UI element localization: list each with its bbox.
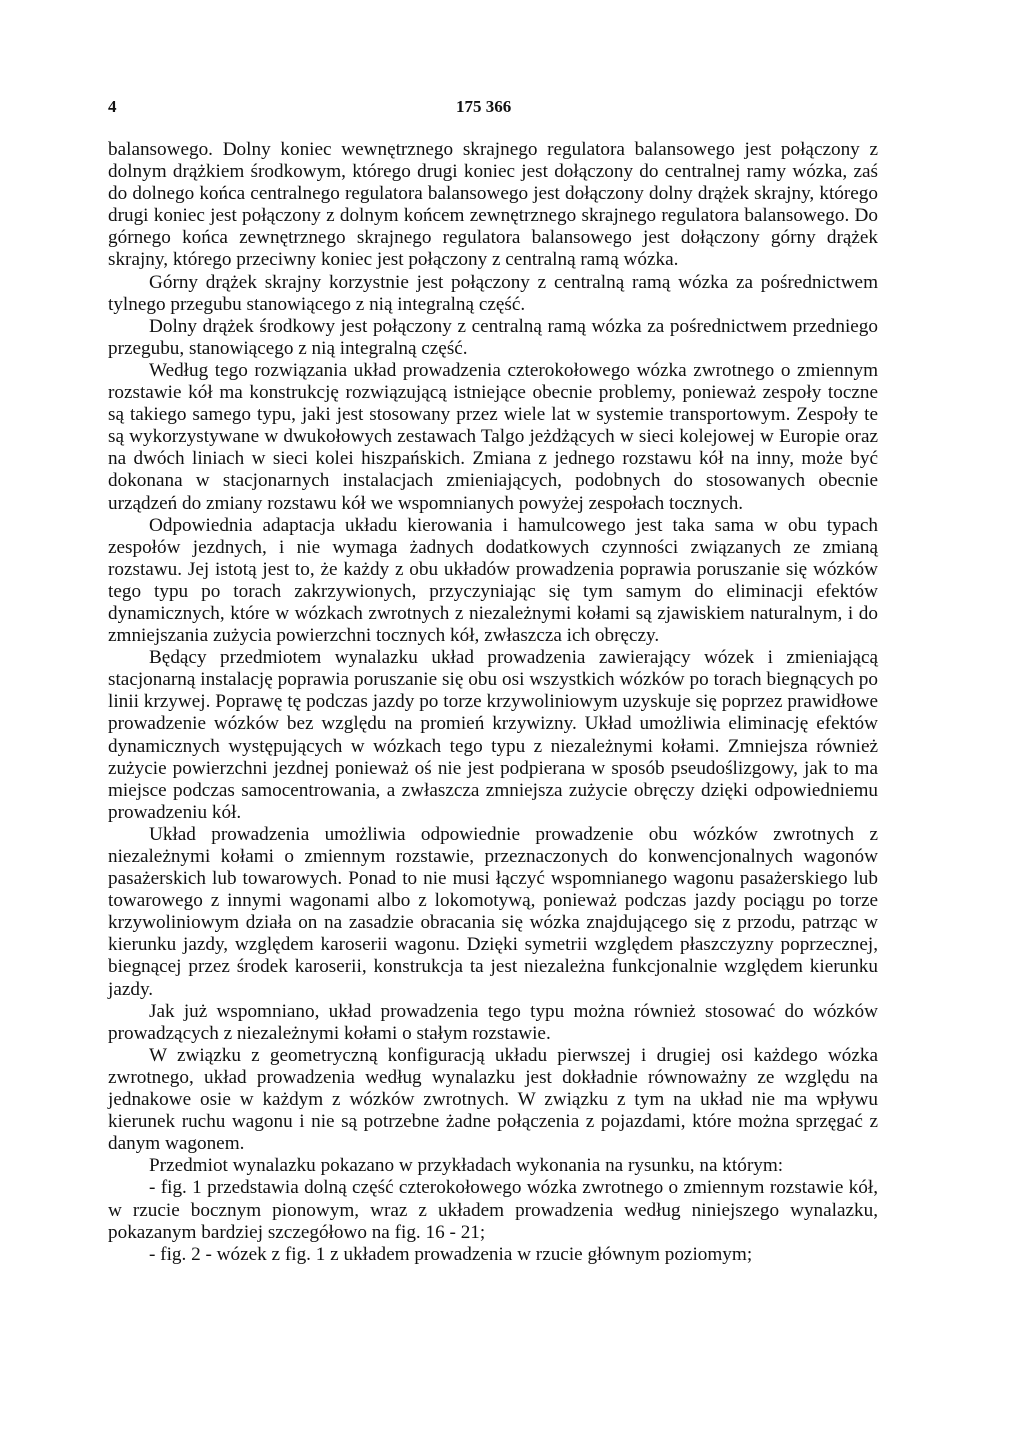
paragraph: Przedmiot wynalazku pokazano w przykładach wykonania na rysunku, na którym: (149, 1155, 784, 1177)
body-text (108, 139, 878, 1266)
paragraph: W związku z geometryczną konfiguracją układu pierwszej i drugiej osi każdego wózka zwrotnego, układ prowadzenia według wynalazku jest dokładnie równoważny ze względu na jednakowe osie w każdym z wózków zwrotnych. W związku z tym na układ nie ma wpływu kierunek ruchu wagonu i nie są potrzebne żadne połączenia z pojazdami, które można sprzęgać z danym wagonem. (108, 1044, 878, 1155)
page-number: 4 (108, 97, 117, 116)
paragraph: Odpowiednia adaptacja układu kierowania i hamulcowego jest taka sama w obu typach zespołów jezdnych, i nie wymaga żadnych dodatkowych czynności związanych ze zmianą rozstawu. Jej istotą jest to, że każdy z obu układów prowadzenia poprawia poruszanie się wózków tego typu po torach zakrzywionych, przyczyniając się tym samym do eliminacji efektów dynamicznych, które w wózkach zwrotnych z niezależnymi kołami są zjawiskiem naturalnym, i do zmniejszania zużycia powierzchni tocznych kół, zwłaszcza ich obręczy. (108, 514, 878, 647)
paragraph: Jak już wspomniano, układ prowadzenia tego typu można również stosować do wózków prowadzących z niezależnymi kołami o stałym rozstawie. (108, 1000, 878, 1044)
paragraph: Będący przedmiotem wynalazku układ prowadzenia zawierający wózek i zmieniającą stacjonarną instalację poprawia poruszanie się obu osi wszystkich wózków po torach biegnących po linii krzywej. Poprawę tę podczas jazdy po torze krzywoliniowym uzyskuje się poprzez prawidłowe prowadzenie wózków bez względu na promień krzywizny. Układ umożliwia eliminację efektów dynamicznych występujących w wózkach tego typu z niezależnymi kołami. Zmniejsza również zużycie powierzchni jezdnej ponieważ oś nie jest podpierana w sposób pseudoślizgowy, jak to ma miejsce podczas samocentrowania, a zwłaszcza zmniejsza zużycie obręczy dzięki odpowiedniemu prowadzeniu kół. (108, 647, 878, 823)
paragraph: Według tego rozwiązania układ prowadzenia czterokołowego wózka zwrotnego o zmiennym rozstawie kół ma konstrukcję rozwiązującą istniejące obecnie problemy, ponieważ zespoły toczne są takiego samego typu, jaki jest stosowany przez wiele lat w systemie transportowym. Zespoły te są wykorzystywane w dwukołowych zestawach Talgo jeżdżących w sieci kolejowej w Europie oraz na dwóch liniach w sieci kolei hiszpańskich. Zmiana z jednego rozstawu kół na inny, może być dokonana w stacjonarnych instalacjach zmieniających, podobnych do stosowanych obecnie urządzeń do zmiany rozstawu kół we wspomnianych powyżej zespołach tocznych. (108, 359, 878, 514)
figure-list-item: - fig. 1 przedstawia dolną część czterokołowego wózka zwrotnego o zmiennym rozstawie kół, w rzucie bocznym pionowym, wraz z układem prowadzenia według niniejszego wynalazku, pokazanym bardziej szczegółowo na fig. 16 - 21; (108, 1177, 878, 1243)
paragraph: Dolny drążek środkowy jest połączony z centralną ramą wózka za pośrednictwem przedniego przegubu, stanowiącego z nią integralną część. (108, 315, 878, 359)
document-number: 175 366 (456, 97, 512, 116)
paragraph: Układ prowadzenia umożliwia odpowiednie prowadzenie obu wózków zwrotnych z niezależnymi kołami o zmiennym rozstawie, przeznaczonych do konwencjonalnych wagonów pasażerskich lub towarowych. Ponad to nie musi łączyć wspomnianego wagonu pasażerskiego lub towarowego z innymi wagonami albo z lokomotywą, ponieważ podczas jazdy pociągu po torze krzywoliniowym działa on na zasadzie obracania się wózka znajdującego się z przodu, patrząc w kierunku jazdy, względem karoserii wagonu. Dzięki symetrii względem płaszczyzny poprzecznej, biegnącej przez środek karoserii, konstrukcja ta jest niezależna funkcjonalnie względem kierunku jazdy. (108, 823, 878, 1000)
paragraph: balansowego. Dolny koniec wewnętrznego skrajnego regulatora balansowego jest połączony z dolnym drążkiem środkowym, którego drugi koniec jest dołączony do centralnej ramy wózka, zaś do dolnego końca centralnego regulatora balansowego jest dołączony dolny drążek skrajny, którego drugi koniec jest połączony z dolnym końcem zewnętrznego skrajnego regulatora balansowego. Do górnego końca zewnętrznego skrajnego regulatora balansowego jest dołączony górny drążek skrajny, którego przeciwny koniec jest połączony z centralną ramą wózka. (108, 139, 878, 271)
figure-list-item: - fig. 2 - wózek z fig. 1 z układem prowadzenia w rzucie głównym poziomym; (149, 1243, 753, 1265)
paragraph: Górny drążek skrajny korzystnie jest połączony z centralną ramą wózka za pośrednictwem tylnego przegubu stanowiącego z nią integralną część. (108, 271, 878, 315)
